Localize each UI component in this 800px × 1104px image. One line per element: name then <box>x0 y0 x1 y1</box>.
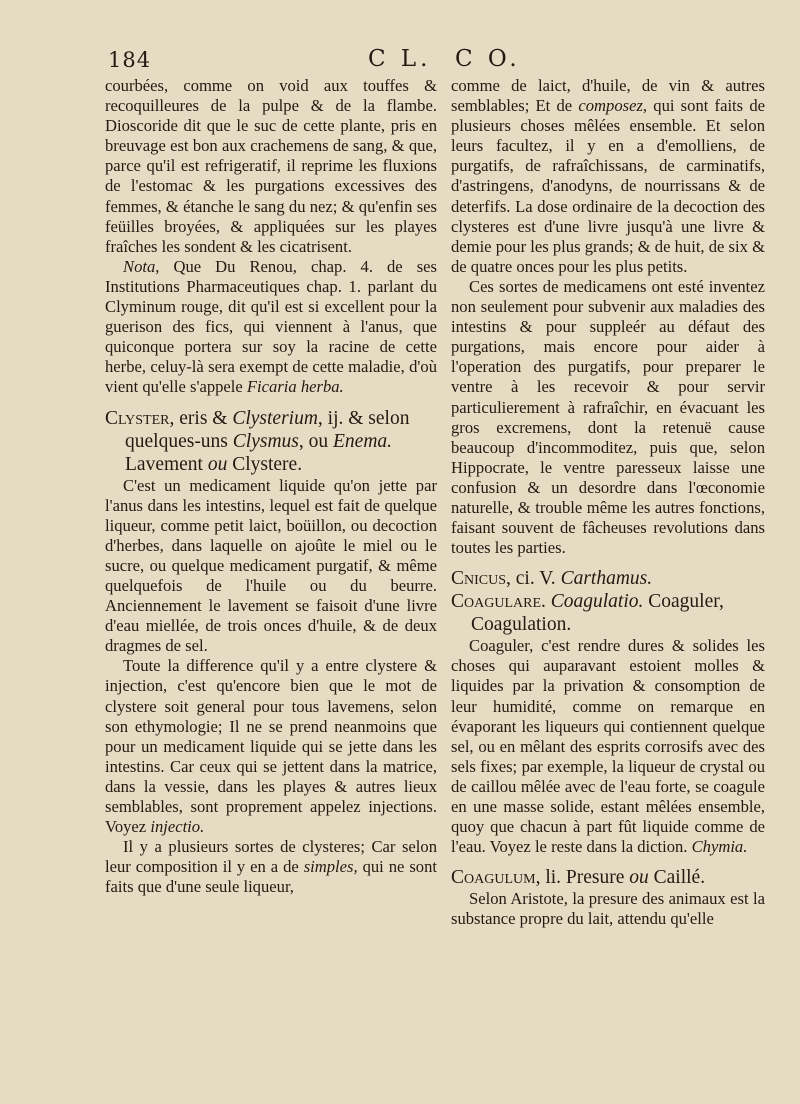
paragraph-text: qui sont faits de plusieurs choses mêlées ensemble. Et selon leurs facultez, il y en a d'emolliens, de purgatifs, de rafraîchissans, de carminatifs, d'astringens, d'anodyns, de nourrissans & de deterfifs. La dose ordinaire de la decoction des clysteres est d'une livre jusqu'à une livre & demie pour les plus grands; & de huit, de six & de quatre onces pour les plus petits. <box>451 96 765 276</box>
page-number: 184 <box>108 48 152 72</box>
heading-conjunction: ou <box>207 453 228 475</box>
paragraph: Selon Aristote, la presure des animaux est la substance propre du lait, attendu qu'elle <box>451 889 765 929</box>
emphasis-term: simples, <box>303 857 358 877</box>
heading-term-italic: Carthamus. <box>560 568 653 590</box>
heading-text: Coaguler, Coagulation. <box>471 591 724 636</box>
heading-conjunction: ou <box>629 867 649 889</box>
page-header <box>0 42 800 76</box>
paragraph <box>105 837 437 897</box>
paragraph <box>105 656 437 837</box>
cross-reference: Chymia. <box>691 837 748 857</box>
heading-text: Caillé. <box>648 867 706 889</box>
heading-term-italic: Enema. <box>333 430 393 452</box>
nota-text: , Que Du Renou, chap. 4. de ses Institutions Pharmaceutiques chap. 1. parlant du Clyminum rouge, dit qu'il est si excellent pour la guerison des fics, qui viennent à l'anus, que quiconque portera sur soy la racine de cette herbe, celuy-là sera exempt de cette maladie, d'où vient qu'elle s'appele <box>105 256 437 397</box>
heading-term: Clyster <box>105 407 170 429</box>
paragraph-text: comme de laict, d'huile, de vin & autres semblables; Et de <box>451 76 765 116</box>
running-head-left: C L. <box>368 46 432 72</box>
running-head-right: C O. <box>455 46 521 72</box>
heading-text: Lavement <box>125 453 208 475</box>
heading-text: Clystere. <box>227 453 303 475</box>
heading-term-italic: Coagulatio. <box>550 591 644 613</box>
cross-reference: injectio. <box>150 817 205 837</box>
entry-heading-clyster <box>105 407 437 476</box>
paragraph-text: Il y a plusieurs sortes de clysteres; Car selon leur composition il y en a de <box>105 837 437 877</box>
heading-text: , li. Presure <box>535 867 630 889</box>
nota-term: Ficaria herba. <box>246 377 344 397</box>
entry-heading-coagulum <box>451 866 765 889</box>
heading-term: Coagulare. <box>451 591 546 613</box>
paragraph-nota <box>105 257 437 398</box>
paragraph: C'est un medicament liquide qu'on jette par l'anus dans les intestins, lequel est fait de quelque liqueur, comme petit laict, boüillon, ou decoction d'herbes, dans laquelle on ajoûte le miel ou le sucre, ou quelque medicament purgatif, & même quelquefois de l'huile ou du beurre. Anciennement le lavement se faisoit d'une livre d'eau miellée, de trois onces d'huile, & de deux dragmes de sel. <box>105 475 437 656</box>
paragraph <box>451 636 765 857</box>
paragraph <box>451 76 765 277</box>
entry-heading-cnicus <box>451 567 765 590</box>
heading-term-italic: Clysmus <box>232 430 299 452</box>
heading-text: , ci. V. <box>506 568 561 590</box>
paragraph: Ces sortes de medicamens ont esté inventez non seulement pour subvenir aux maladies des intestins & pour suppleér au défaut des purgations, mais encore pour aider à l'operation des purgatifs, pour preparer le ventre à les recevoir & pour servir particulierement à rafraîchir, en évacuant les gros excremens, dont la retenuë cause beaucoup d'incommoditez, puis que, selon Hippocrate, le ventre paresseux laisse une confusion & un desordre dans l'œconomie naturelle, & trouble même les autres fonctions, faisant souvent de fâcheuses revolutions dans toutes les parties. <box>451 276 765 558</box>
left-column <box>105 76 437 897</box>
paragraph: courbées, comme on void aux touffes & recoquilleures de la pulpe & de la flambe. Dioscoride dit que le suc de cette plante, pris en breuvage est bon aux crachemens de sang, & que, parce qu'il est refrigeratif, il reprime les fluxions de l'estomac & les purgations excessives des femmes, & étanche le sang du nez; & qu'enfin ses feüilles broyées, & appliquées sur les playes fraîches les sondent & les cicatrisent. <box>105 76 437 256</box>
heading-text: , eris & <box>169 407 233 429</box>
entry-heading-coagulare <box>451 590 765 636</box>
emphasis-term: composez, <box>578 96 648 116</box>
paragraph-text: Coaguler, c'est rendre dures & solides les choses qui auparavant estoient molles & liquides par la privation & consomption de leur humidité, comme on remarque en évaporant les liqueurs qui contiennent quelque sel, ou en mêlant des esprits corrosifs avec des sels fixes; par exemple, la liqueur de crystal ou de caillou mêlée avec de l'eau forte, se coagule en une masse solide, estant mêlées ensemble, quoy que chacun à part fût liquide comme de l'eau. Voyez le reste dans la diction. <box>451 636 765 857</box>
heading-text: , ij. & selon quelques-uns <box>125 407 410 452</box>
nota-label: Nota <box>123 256 156 276</box>
paragraph-text: Toute la difference qu'il y a entre clystere & injection, c'est qu'encore bien que le mot de clystere soit general pour tous lavemens, selon son ethymologie; Il ne se prend neanmoins que pour un medicament liquide qui se jette dans les intestins. Car ceux qui se jettent dans la matrice, dans la vessie, dans les playes & autres lieux semblables, sont proprement appelez injections. Voyez <box>105 656 437 837</box>
heading-term: Cnicus <box>451 568 507 590</box>
right-column <box>451 76 765 929</box>
paragraph-text: qui ne sont faits que d'une seule liqueur, <box>105 857 437 897</box>
heading-term: Coagulum <box>451 867 536 889</box>
heading-text: , ou <box>298 430 333 452</box>
heading-term-italic: Clysterium <box>232 407 318 429</box>
